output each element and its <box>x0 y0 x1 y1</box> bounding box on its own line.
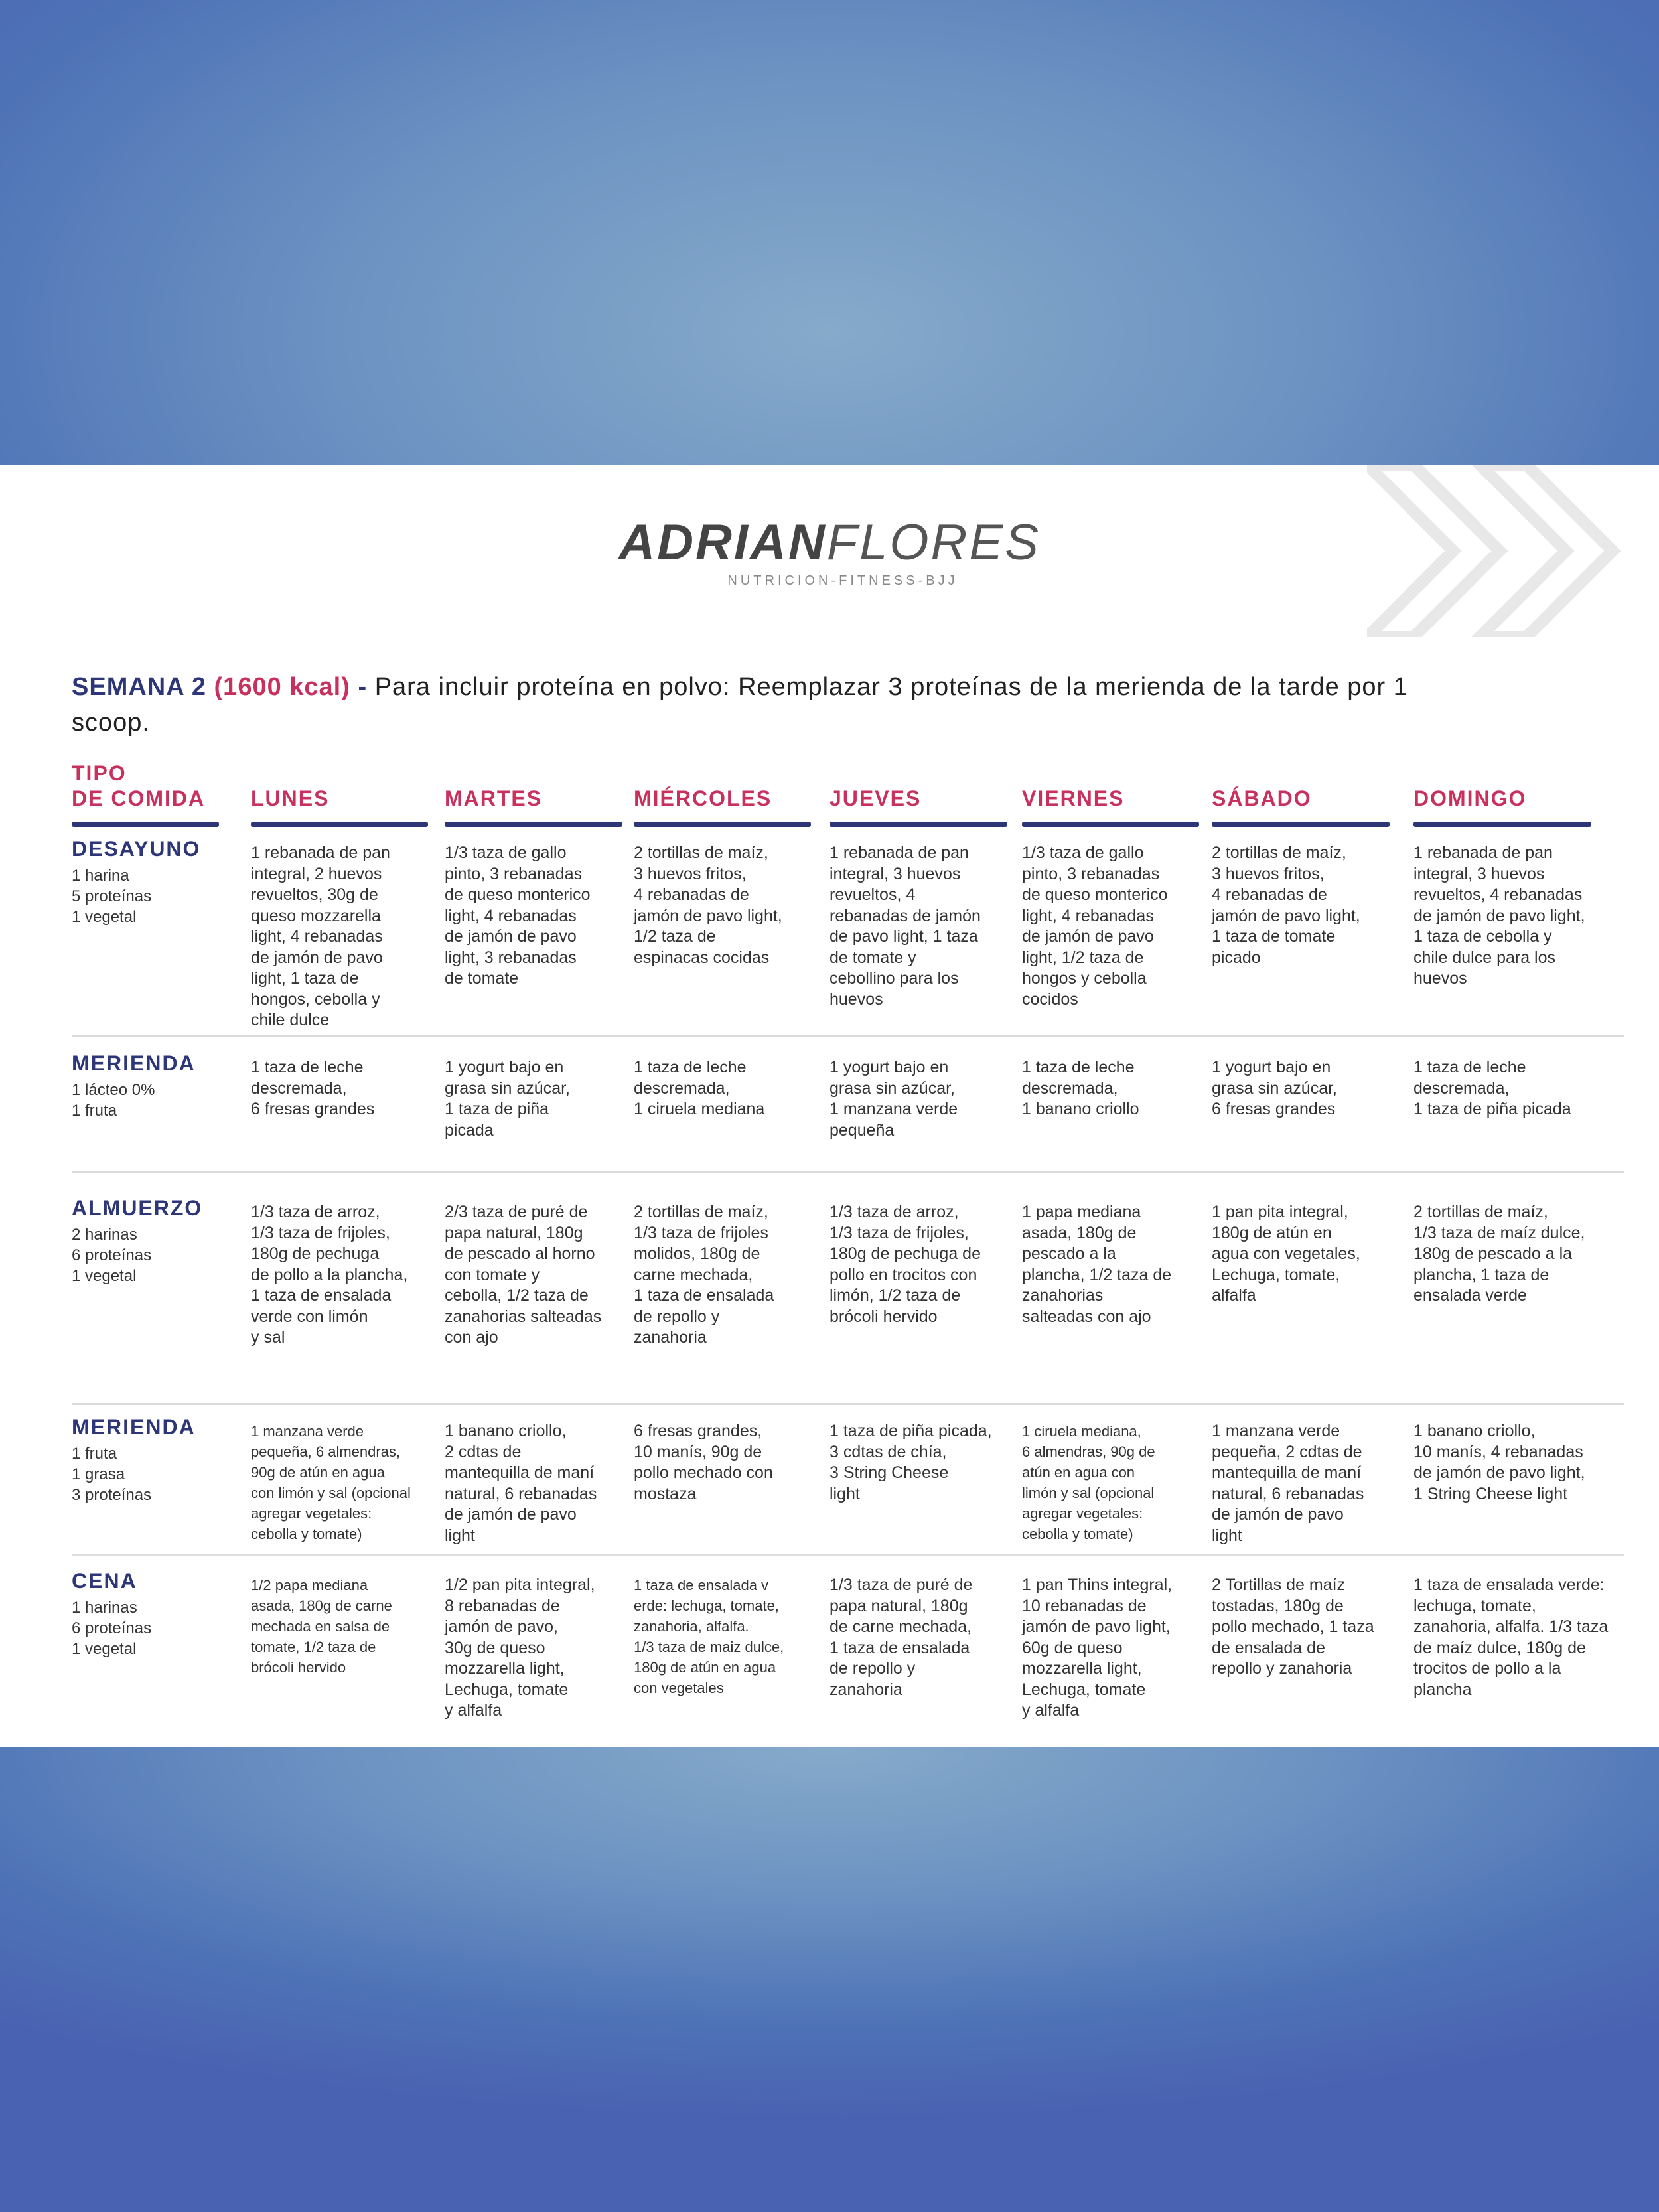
meal-cell-viernes: 1 ciruela mediana, 6 almendras, 90g de atún en agua con limón y sal (opcional agregar vegetales: cebolla y tomate) <box>1022 1423 1155 1542</box>
kcal-label: (1600 kcal) <box>214 673 350 701</box>
header-underline <box>634 822 811 827</box>
header-underline <box>251 822 428 827</box>
meal-cell-sabado: 1 pan pita integral, 180g de atún en agua con vegetales, Lechuga, tomate, alfalfa <box>1212 1203 1360 1305</box>
column-header-viernes: VIERNES <box>1022 786 1125 810</box>
column-header-tipo: TIPO DE COMIDA <box>72 761 206 810</box>
background-bottom <box>0 1747 1659 2212</box>
meal-cell-sabado: 2 Tortillas de maíz tostadas, 180g de pollo mechado, 1 taza de ensalada de repollo y zanahoria <box>1212 1576 1374 1678</box>
meal-cell-martes: 1/2 pan pita integral, 8 rebanadas de jamón de pavo, 30g de queso mozzarella light, Lechuga, tomate y alfalfa <box>445 1576 595 1720</box>
meal-cell-lunes: 1 rebanada de pan integral, 2 huevos revueltos, 30g de queso mozzarella light, 4 rebanadas de jamón de pavo light, 1 taza de hongos, cebolla y chile dulce <box>251 844 390 1029</box>
meal-cell-jueves: 1/3 taza de arroz, 1/3 taza de frijoles, 180g de pechuga de pollo en trocitos con limón, 1/2 taza de brócoli hervido <box>830 1203 981 1326</box>
meal-portions: 2 harinas 6 proteínas 1 vegetal <box>72 1226 152 1285</box>
logo-bold: ADRIAN <box>618 514 827 571</box>
meal-cell-miercoles: 1 taza de leche descremada, 1 ciruela mediana <box>634 1058 765 1118</box>
header-underline <box>72 822 219 827</box>
meal-cell-miercoles: 2 tortillas de maíz, 1/3 taza de frijoles molidos, 180g de carne mechada, 1 taza de ensalada de repollo y zanahoria <box>634 1203 774 1347</box>
meal-cell-sabado: 1 yogurt bajo en grasa sin azúcar, 6 fresas grandes <box>1212 1058 1337 1118</box>
brand-logo <box>0 514 1659 589</box>
logo-tagline: NUTRICION-FITNESS-BJJ <box>727 573 958 588</box>
logo-light: FLORES <box>826 514 1041 571</box>
column-header-domingo: DOMINGO <box>1413 786 1527 810</box>
meal-cell-martes: 2/3 taza de puré de papa natural, 180g de pescado al horno con tomate y cebolla, 1/2 taza de zanahorias salteadas con ajo <box>445 1203 602 1347</box>
meal-cell-domingo: 1 taza de ensalada verde: lechuga, tomate, zanahoria, alfalfa. 1/3 taza de maíz dulce, 180g de trocitos de pollo a la plancha <box>1413 1576 1609 1699</box>
column-header-sabado: SÁBADO <box>1212 786 1312 810</box>
meal-cell-sabado: 2 tortillas de maíz, 3 huevos fritos, 4 rebanadas de jamón de pavo light, 1 taza de tomate picado <box>1212 844 1360 967</box>
meal-cell-miercoles: 6 fresas grandes, 10 manís, 90g de pollo mechado con mostaza <box>634 1422 773 1503</box>
row-divider <box>72 1171 1624 1173</box>
meal-cell-lunes: 1 taza de leche descremada, 6 fresas grandes <box>251 1058 375 1118</box>
header-underline <box>1413 822 1591 827</box>
week-label: SEMANA 2 <box>72 673 206 701</box>
column-header-lunes: LUNES <box>251 786 330 810</box>
meal-title-almuerzo: ALMUERZO <box>72 1196 203 1220</box>
meal-cell-viernes: 1 papa mediana asada, 180g de pescado a la plancha, 1/2 taza de zanahorias salteadas con ajo <box>1022 1203 1172 1326</box>
intro-dash: - <box>358 673 368 701</box>
header-underline <box>445 822 622 827</box>
meal-cell-viernes: 1/3 taza de gallo pinto, 3 rebanadas de queso monterico light, 4 rebanadas de jamón de pavo light, 1/2 taza de hongos y cebolla cocidos <box>1022 844 1168 1009</box>
meal-title-cena: CENA <box>72 1569 137 1593</box>
intro-text <box>72 669 1465 741</box>
meal-title-merienda: MERIENDA <box>72 1051 196 1075</box>
meal-cell-domingo: 1 rebanada de pan integral, 3 huevos revueltos, 4 rebanadas de jamón de pavo light, 1 taza de cebolla y chile dulce para los huevos <box>1413 844 1585 988</box>
meal-portions: 1 harinas 6 proteínas 1 vegetal <box>72 1599 152 1658</box>
meal-cell-martes: 1 yogurt bajo en grasa sin azúcar, 1 taza de piña picada <box>445 1058 570 1140</box>
header-underline <box>830 822 1007 827</box>
column-header-jueves: JUEVES <box>830 786 922 810</box>
column-header-martes: MARTES <box>445 786 543 810</box>
row-divider <box>72 1554 1624 1556</box>
meal-cell-sabado: 1 manzana verde pequeña, 2 cdtas de mantequilla de maní natural, 6 rebanadas de jamón de pavo light <box>1212 1422 1364 1545</box>
meal-cell-martes: 1 banano criollo, 2 cdtas de mantequilla de maní natural, 6 rebanadas de jamón de pavo light <box>445 1422 597 1545</box>
meal-cell-jueves: 1 yogurt bajo en grasa sin azúcar, 1 manzana verde pequeña <box>830 1058 958 1140</box>
header-underline <box>1212 822 1390 827</box>
meal-title-desayuno: DESAYUNO <box>72 837 201 861</box>
intro-description: Para incluir proteína en polvo: Reemplazar 3 proteínas de la merienda de la tarde por 1 scoop. <box>72 673 1408 737</box>
meal-cell-martes: 1/3 taza de gallo pinto, 3 rebanadas de queso monterico light, 4 rebanadas de jamón de pavo light, 3 rebanadas de tomate <box>445 844 591 988</box>
meal-cell-jueves: 1/3 taza de puré de papa natural, 180g de carne mechada, 1 taza de ensalada de repollo y zanahoria <box>830 1576 973 1699</box>
meal-cell-miercoles: 2 tortillas de maíz, 3 huevos fritos, 4 rebanadas de jamón de pavo light, 1/2 taza de espinacas cocidas <box>634 844 782 967</box>
row-divider <box>72 1403 1624 1405</box>
meal-cell-miercoles: 1 taza de ensalada v erde: lechuga, tomate, zanahoria, alfalfa. 1/3 taza de maiz dulce, 180g de atún en agua con vegetales <box>634 1577 784 1696</box>
meal-cell-domingo: 2 tortillas de maíz, 1/3 taza de maíz dulce, 180g de pescado a la plancha, 1 taza de ensalada verde <box>1413 1203 1585 1305</box>
column-header-miercoles: MIÉRCOLES <box>634 786 772 810</box>
row-divider <box>72 1035 1624 1037</box>
meal-cell-viernes: 1 taza de leche descremada, 1 banano criollo <box>1022 1058 1139 1118</box>
meal-cell-jueves: 1 taza de piña picada, 3 cdtas de chía, 3 String Cheese light <box>830 1422 992 1503</box>
meal-portions: 1 harina 5 proteínas 1 vegetal <box>72 867 152 926</box>
meal-cell-jueves: 1 rebanada de pan integral, 3 huevos revueltos, 4 rebanadas de jamón de pavo light, 1 taza de tomate y cebollino para los huevos <box>830 844 981 1009</box>
meal-portions: 1 lácteo 0% 1 fruta <box>72 1081 155 1120</box>
logo-wordmark <box>0 514 1659 571</box>
meal-cell-viernes: 1 pan Thins integral, 10 rebanadas de jamón de pavo light, 60g de queso mozzarella light, Lechuga, tomate y alfalfa <box>1022 1576 1173 1720</box>
meal-cell-domingo: 1 banano criollo, 10 manís, 4 rebanadas de jamón de pavo light, 1 String Cheese light <box>1413 1422 1585 1503</box>
meal-portions: 1 fruta 1 grasa 3 proteínas <box>72 1445 152 1504</box>
meal-cell-lunes: 1/2 papa mediana asada, 180g de carne mechada en salsa de tomate, 1/2 taza de brócoli hervido <box>251 1577 392 1676</box>
meal-plan-panel <box>0 465 1659 1747</box>
meal-cell-lunes: 1 manzana verde pequeña, 6 almendras, 90g de atún en agua con limón y sal (opcional agregar vegetales: cebolla y tomate) <box>251 1423 411 1542</box>
meal-title-merienda: MERIENDA <box>72 1415 196 1439</box>
meal-cell-lunes: 1/3 taza de arroz, 1/3 taza de frijoles, 180g de pechuga de pollo a la plancha, 1 taza de ensalada verde con limón y sal <box>251 1203 408 1347</box>
header-underline <box>1022 822 1199 827</box>
meal-cell-domingo: 1 taza de leche descremada, 1 taza de piña picada <box>1413 1058 1571 1118</box>
